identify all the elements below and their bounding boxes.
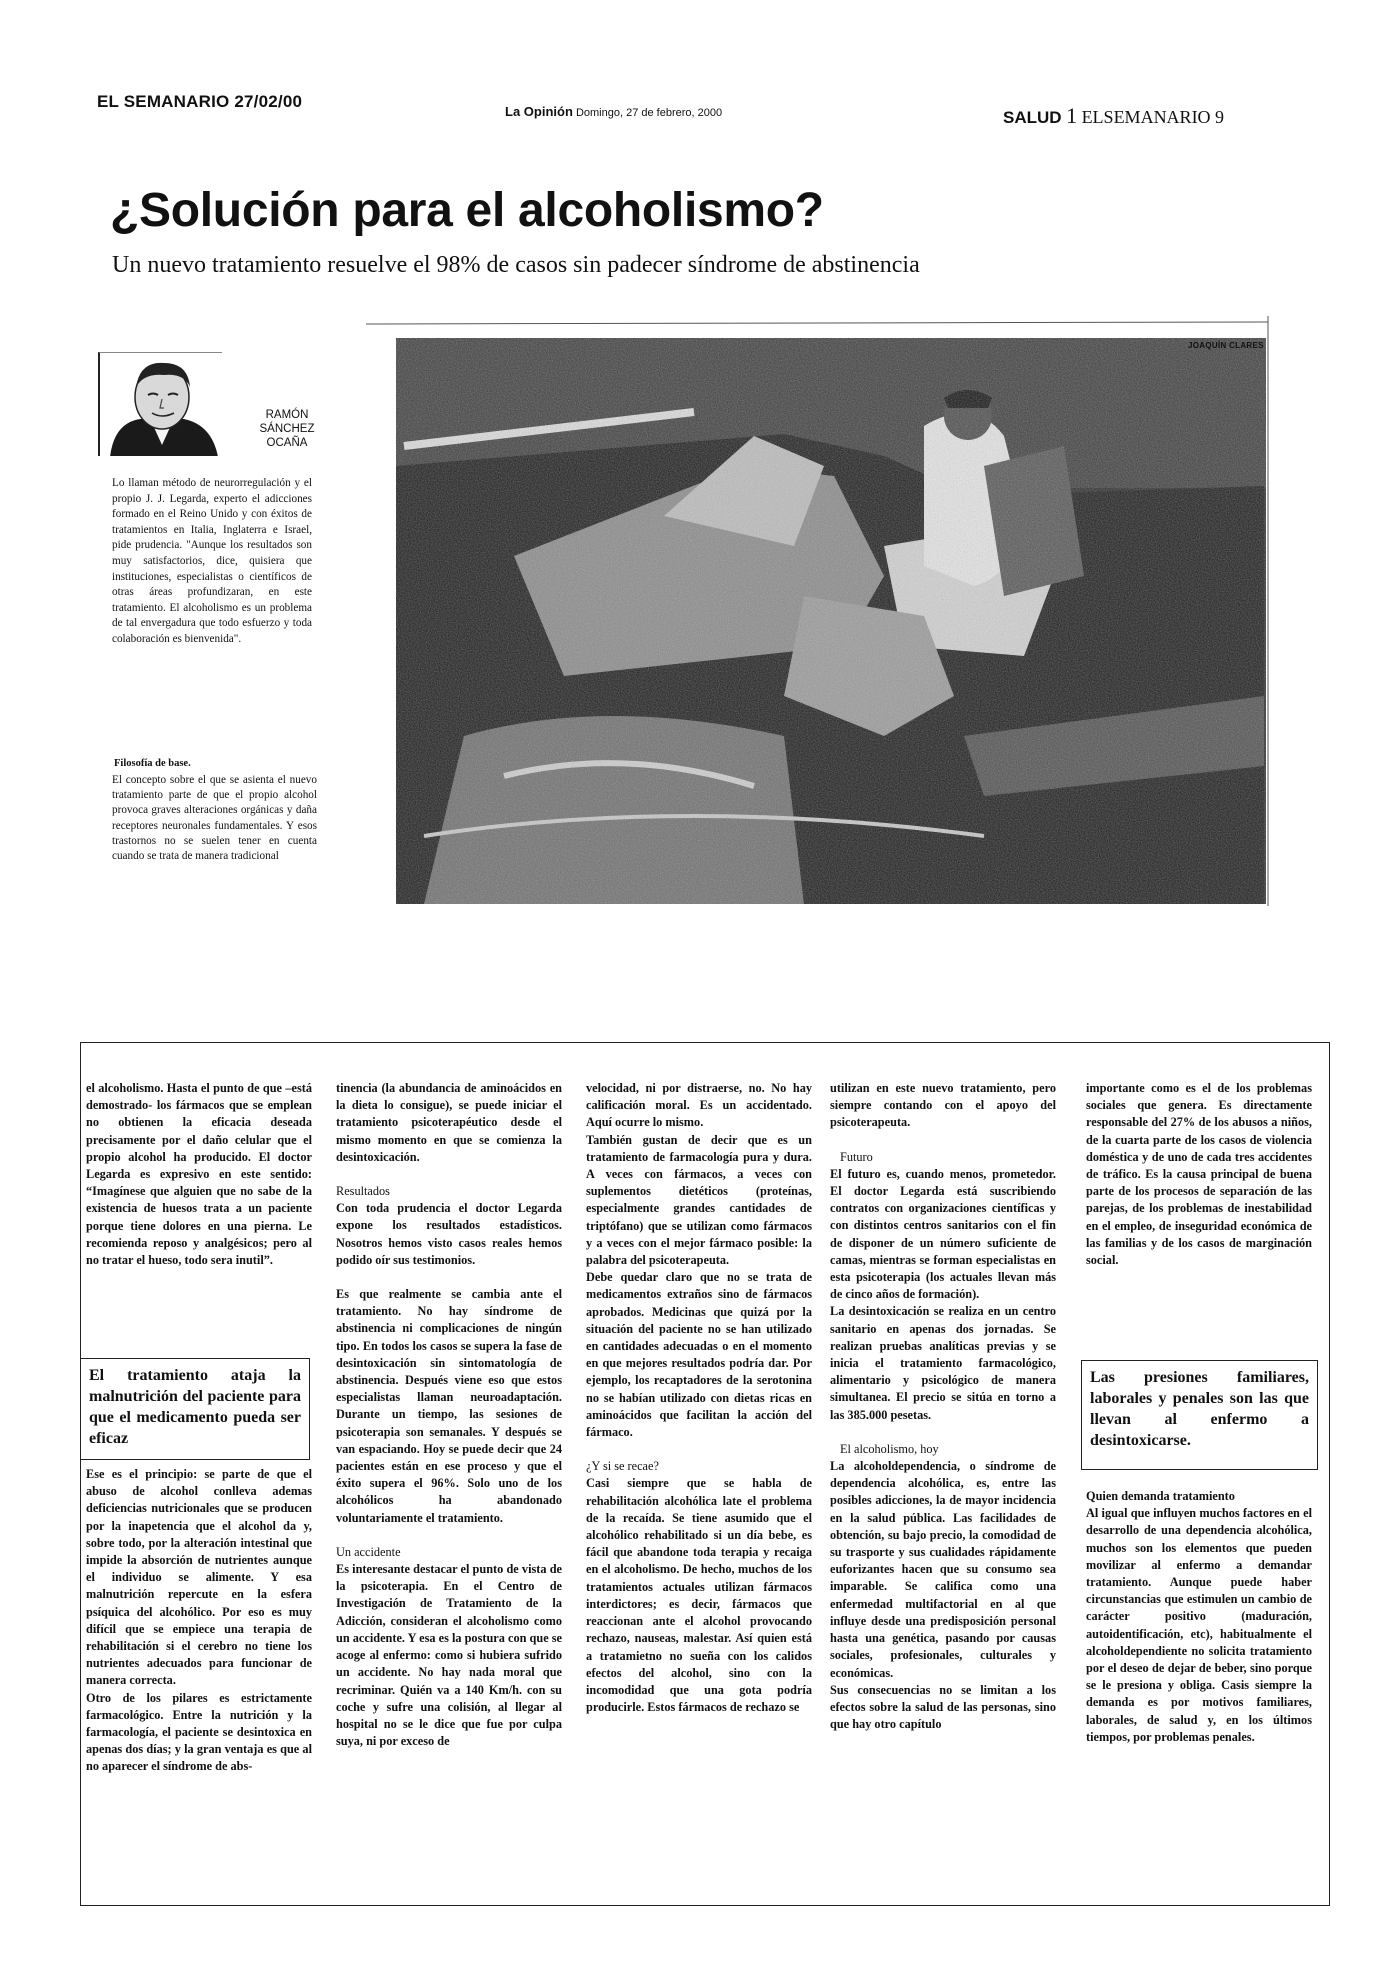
section-heading-recae: ¿Y si se recae? (586, 1459, 659, 1474)
paragraph: velocidad, ni por distraerse, no. No hay calificación moral. Es un accidentado. Aquí ocurre lo mismo. (586, 1081, 812, 1130)
paragraph: Ese es el principio: se parte de que el abuso de alcohol conlleva ademas deficiencias nutricionales que se producen por la inapetencia que el alcohol da y, sobre todo, por la alteración intestinal que impide la absorción de nutrientes aunque el individuo se alimente. Y esa malnutrición repercute en la esfera psíquica del alcohólico. Por eso es muy difícil que se empiece una terapia de rehabilitación si el cerebro no tiene los nutrientes adecuados para funcionar de manera correcta. (86, 1467, 312, 1688)
author-photo (100, 353, 222, 456)
paragraph: utilizan en este nuevo tratamiento, pero siempre contando con el apoyo del psicoterapeuta. (830, 1081, 1056, 1130)
author-portrait (98, 352, 222, 456)
column-1-lower (86, 1466, 312, 1776)
article-headline: ¿Solución para el alcoholismo? (110, 184, 824, 237)
section-heading-accidente: Un accidente (336, 1544, 401, 1559)
section-heading-alcoholismo-hoy: El alcoholismo, hoy (840, 1441, 939, 1456)
section-heading-demanda: Quien demanda tratamiento (1086, 1489, 1235, 1503)
article-subheadline: Un nuevo tratamiento resuelve el 98% de casos sin padecer síndrome de abstinencia (112, 252, 920, 278)
column-1 (86, 1080, 312, 1269)
page-label: ELSEMANARIO 9 (1081, 107, 1225, 127)
column-2 (336, 1080, 562, 1750)
paragraph: importante como es el de los problemas sociales que genera. Es directamente responsable del 27% de los abusos a niños, de la cuarta parte de los casos de violencia doméstica y de uno de cada tres accidentes de tráfico. Es la causa principal de buena parte de los procesos de separación de las parejas, de los problemas de inestabilidad en el empleo, de inseguridad económica de las familias y de los casos de marginación social. (1086, 1081, 1312, 1268)
section-heading-futuro: Futuro (840, 1149, 873, 1164)
news-photo (364, 316, 1270, 906)
section-name: SALUD (1003, 108, 1062, 127)
paragraph: tinencia (la abundancia de aminoácidos en la dieta lo consigue), se puede iniciar el tratamiento psicoterapéutico desde el mismo momento en que se comienza la desintoxicación. (336, 1081, 562, 1164)
column-3 (586, 1080, 812, 1716)
paragraph: El futuro es, cuando menos, prometedor. El doctor Legarda está suscribiendo contratos con organizaciones científicas y con distintos centros sanitarios con el fin de disponer de un número suficiente de camas, mientras se forman especialistas en esta psicoterapia (los actuales llevan más de cinco años de formación). (830, 1166, 1056, 1302)
section-heading-resultados: Resultados (336, 1184, 390, 1199)
paragraph: La alcoholdependencia, o síndrome de dependencia alcohólica, es, entre las posibles adicciones, la de mayor incidencia en la salud pública. Las facilidades de obtención, su bajo precio, la comodidad de su trasporte y sus cualidades rápidamente euforizantes hacen que su consumo sea imparable. Se califica como una enfermedad multifactorial en al que influye desde una predisposición personal hasta una genética, pasando por causas sociales, profesionales, culturales y económicas. (830, 1459, 1056, 1680)
paragraph: Sus consecuencias no se limitan a los efectos sobre la salud de las personas, sino que hay otro capítulo (830, 1682, 1056, 1732)
paragraph: Otro de los pilares es estrictamente farmacológico. Entre la nutrición y la farmacología, el paciente se desintoxica en apenas dos días; y la gran ventaja es que al no aparecer el síndrome de abs- (86, 1690, 312, 1774)
masthead (505, 104, 722, 119)
paragraph: Debe quedar claro que no se trata de medicamentos extraños sino de fármacos aprobados. Medicinas que quizá por la situación del paciente no se han utilizado en cantidades adecuadas o en el momento en que mejores resultados podría dar. Por ejemplo, los recaptadores de la serotonina no se habían utilizado con dietas ricas en aminoácidos que facilitan la acción del fármaco. (586, 1270, 812, 1440)
pull-quote-2: Las presiones familiares, laborales y penales son las que llevan al enfermo a desintoxicarse. (1081, 1360, 1318, 1470)
photo-police-car-scene (364, 316, 1270, 906)
pull-quote-1: El tratamiento ataja la malnutrición del paciente para que el medicamento pueda ser eficaz (80, 1358, 310, 1460)
paragraph: Con toda prudencia el doctor Legarda expone los resultados estadísticos. Nosotros hemos visto casos reales hemos podido oír sus testimonios. (336, 1201, 562, 1267)
section-number: 1 (1066, 103, 1078, 128)
paragraph: el alcoholismo. Hasta el punto de que –está demostrado- los fármacos que se emplean no obtienen la eficacia deseada precisamente por el daño celular que el propio alcohol ha producido. El doctor Legarda es expresivo en este sentido: “Imagínese que alguien que no sabe de la existencia de huesos trata a un paciente porque tiene dolores en una pierna. Le recomienda reposo y analgésicos; pero al no tratar el hueso, todo sera inutil”. (86, 1081, 312, 1268)
issue-date: Domingo, 27 de febrero, 2000 (575, 107, 723, 119)
paragraph: La desintoxicación se realiza en un centro sanitario en apenas dos jornadas. Se realizan pruebas analíticas previas y se inicia el tratamiento farmacológico, alimentario y psicológico de manera simultanea. El precio se sitúa en torno a las 385.000 pesetas. (830, 1304, 1056, 1422)
paragraph: Al igual que influyen muchos factores en el desarrollo de una dependencia alcohólica, muchos son los elementos que pueden movilizar al enfermo a demandar tratamiento. Aunque puede haber circunstancias que estimulen un cambio de carácter positivo (maduración, autoidentificación, etc), habitualmente el alcoholdependiente no solicita tratamiento por el deseo de dejar de beber, sino porque se le presiona y obliga. Casis siempre la demanda es por motivos familiares, laborales, de salud y, en los últimos tiempos, por problemas penales. (1086, 1506, 1312, 1744)
paragraph: Casi siempre que se habla de rehabilitación alcohólica late el problema de la recaída. Se tiene asumido que el alcohólico rehabilitado si un día bebe, es fácil que abandone toda terapia y recaiga en el alcoholismo. De hecho, muchos de los tratamientos actuales utilizan fármacos interdictores; es decir, fármacos que reaccionan ante el alcohol provocando rechazo, nauseas, malestar. Así quien está a tratamietno no sueña con los calidos efectos del alcohol, sino con la incomodidad que una gota podría producirle. Estos fármacos de rechazo se (586, 1476, 812, 1715)
paragraph: Es interesante destacar el punto de vista de la psicoterapia. En el Centro de Investigación de Tratamiento de la Adicción, consideran el alcoholismo como un accidente. Y esa es la postura con que se acoge al enfermo: como si hubiera sufrido un accidente. No hay nada moral que recriminar. Quién va a 140 Km/h. con su coche y sufre una colisión, al llegar al hospital no se le dice que fue por culpa suya, ni por exceso de (336, 1562, 562, 1749)
section-heading-filosofia: Filosofía de base. (114, 758, 191, 769)
intro-paragraph: Lo llaman método de neurorregulación y el propio J. J. Legarda, experto el adicciones formado en el Reino Unido y con éxitos de tratamientos en Italia, Inglaterra e Israel, pide prudencia. "Aunque los resultados son muy satisfactorios, dice, quisiera que instituciones, especialistas o científicos de otras áreas profundizaran, en este tratamiento. El alcoholismo es un problema de tal envergadura que todo esfuerzo y toda colaboración es bienvenida". (112, 477, 312, 645)
edition-header: EL SEMANARIO 27/02/00 (97, 92, 303, 111)
intro-paragraph-2: El concepto sobre el que se asienta el nuevo tratamiento parte de que el propio alcohol provoca graves alteraciones orgánicas y daña receptores neuronales fundamentales. Y esos trastornos no se suelen tener en cuenta cuando se trata de manera tradicional (112, 774, 317, 863)
column-5-lower (1086, 1488, 1312, 1746)
photo-credit: JOAQUÍN CLARES (1188, 341, 1264, 350)
brand-name: La Opinión (505, 104, 573, 119)
paragraph: Es que realmente se cambia ante el tratamiento. No hay síndrome de abstinencia ni complicaciones de ningún tipo. En todos los casos se supera la fase de desintoxicación sin sintomatología de abstinencia. Después viene eso que estos especialistas llaman neuroadaptación. Durante un tiempo, las sesiones de psicoterapia son semanales. Y después se van espaciando. Hoy se puede decir que 24 pacientes están en ese proceso y que el éxito supera el 96%. Solo uno de los alcohólicos ha abandonado voluntariamente el tratamiento. (336, 1287, 562, 1525)
author-byline: RAMÓN SÁNCHEZ OCAÑA (259, 409, 315, 449)
column-5 (1086, 1080, 1312, 1269)
column-4 (830, 1080, 1056, 1733)
paragraph: También gustan de decir que es un tratamiento de farmacología pura y dura. A veces con fármacos, a veces con suplementos dietéticos (proteínas, especialmente grandes cantidades de triptófano) que se utilizan como fármacos y a veces con el mejor fármaco posible: la palabra del psicoterapeuta. (586, 1132, 812, 1268)
section-header (1003, 103, 1224, 129)
